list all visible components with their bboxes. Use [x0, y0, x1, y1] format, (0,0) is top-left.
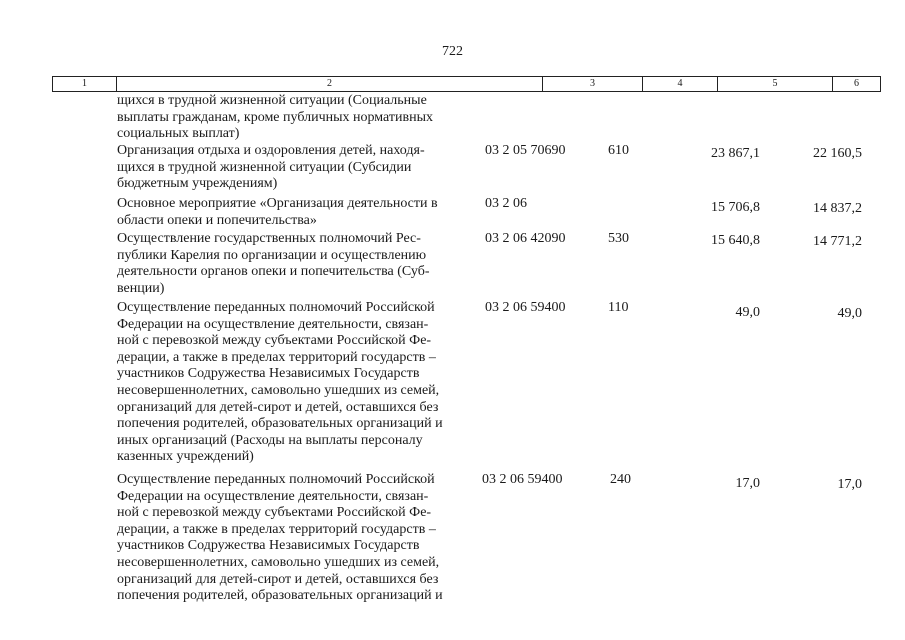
table-row	[0, 196, 905, 231]
table-header-row	[52, 76, 881, 92]
row-type: 610	[608, 143, 629, 158]
row-code: 03 2 05 70690	[485, 143, 566, 158]
table-body	[0, 93, 905, 610]
page-number: 722	[442, 44, 463, 59]
row-value-2: 17,0	[837, 477, 862, 492]
row-value-2: 14 771,2	[813, 234, 862, 249]
table-row	[0, 300, 905, 472]
header-col-4: 4	[642, 77, 717, 91]
row-code: 03 2 06 42090	[485, 231, 566, 246]
row-code: 03 2 06 59400	[482, 472, 563, 487]
row-value-1: 17,0	[735, 476, 760, 491]
table-row	[0, 93, 905, 143]
row-code: 03 2 06 59400	[485, 300, 566, 315]
row-description: щихся в трудной жизненной ситуации (Социальные выплаты гражданам, кроме публичных нормативных социальных выплат)	[117, 93, 434, 142]
row-value-1: 49,0	[735, 305, 760, 320]
row-value-2: 14 837,2	[813, 201, 862, 216]
row-code: 03 2 06	[485, 196, 527, 211]
header-col-5: 5	[717, 77, 832, 91]
row-type: 110	[608, 300, 629, 315]
row-value-1: 23 867,1	[711, 146, 760, 161]
row-description: Основное мероприятие «Организация деятельности в области опеки и попечительства»	[117, 196, 438, 228]
table-row	[0, 231, 905, 300]
table-row	[0, 143, 905, 196]
header-col-3: 3	[542, 77, 642, 91]
header-col-6: 6	[832, 77, 880, 91]
row-type: 530	[608, 231, 629, 246]
row-description: Осуществление переданных полномочий Российской Федерации на осуществление деятельности, связан- ной с перевозкой между субъектами Российской Фе- дерации, а также в пределах территорий государств – участников Содружества Независимых Государств несовершеннолетних, самовольно ушедших из семей, организаций для детей-сирот и детей, оставшихся без попечения родителей, образовательных организаций и	[117, 472, 443, 604]
header-col-1: 1	[82, 78, 87, 89]
row-value-1: 15 640,8	[711, 233, 760, 248]
row-type: 240	[610, 472, 631, 487]
table-row	[0, 472, 905, 610]
row-value-2: 49,0	[837, 306, 862, 321]
row-description: Организация отдыха и оздоровления детей, находя- щихся в трудной жизненной ситуации (Субсидии бюджетным учреждениям)	[117, 143, 425, 192]
row-value-2: 22 160,5	[813, 146, 862, 161]
row-description: Осуществление переданных полномочий Российской Федерации на осуществление деятельности, связан- ной с перевозкой между субъектами Российской Фе- дерации, а также в пределах территорий государств – участников Содружества Независимых Государств несовершеннолетних, самовольно ушедших из семей, организаций для детей-сирот и детей, оставшихся без попечения родителей, образовательных организаций и иных организаций (Расходы на выплаты персоналу казенных учреждений)	[117, 300, 443, 465]
header-col-2: 2	[116, 77, 542, 91]
row-description: Осуществление государственных полномочий Рес- публики Карелия по организации и осуществлению деятельности органов опеки и попечительства (Суб- венции)	[117, 231, 430, 296]
row-value-1: 15 706,8	[711, 200, 760, 215]
